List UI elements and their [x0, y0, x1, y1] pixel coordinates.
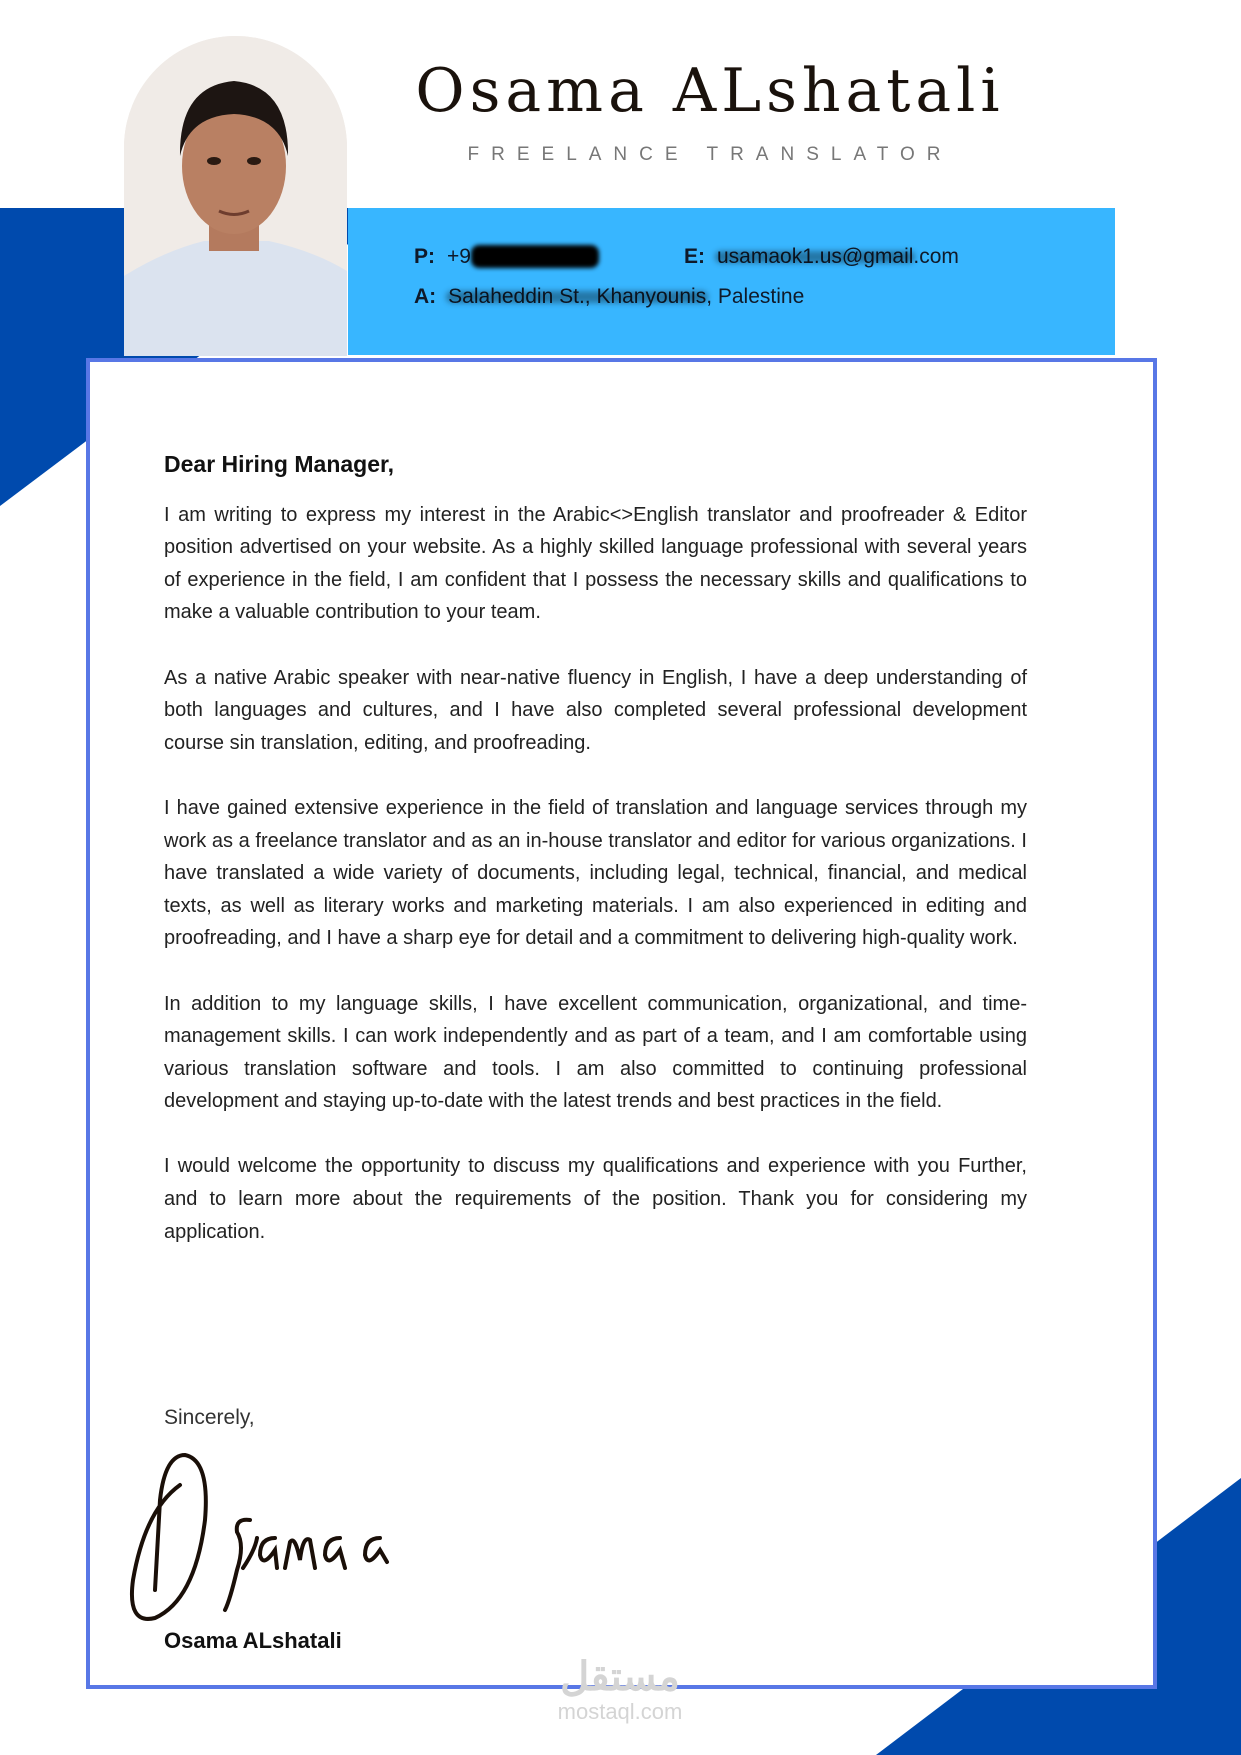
email-redacted: usamaok1.us@gmail	[717, 245, 914, 268]
paragraph: I am writing to express my interest in the Arabic<>English translator and proofreader & Editor position advertised on your website. As a highly skilled language professional with several years of experience in the field, I am confident that I possess the necessary skills and qualifications to make a valuable contribution to your team.	[164, 503, 1027, 624]
profile-photo	[124, 36, 347, 356]
address-value: , Palestine	[706, 285, 805, 308]
closing: Sincerely,	[164, 1406, 255, 1429]
watermark-latin: mostaql.com	[557, 1699, 683, 1724]
watermark	[520, 1655, 720, 1725]
phone-value: +9	[447, 245, 471, 268]
paragraph: I have gained extensive experience in the field of translation and language services through my work as a freelance translator and as an in-house translator and editor for various organizations. I have translated a wide variety of documents, including legal, technical, financial, and medical texts, as well as literary works and marketing materials. I am also experienced in editing and proofreading, and I have a sharp eye for detail and a commitment to delivering high-quality work.	[164, 796, 1027, 950]
watermark-arabic: مستقل	[560, 1655, 680, 1699]
email-value: .com	[913, 245, 959, 268]
greeting: Dear Hiring Manager,	[164, 451, 395, 477]
email-label: E:	[684, 245, 705, 268]
address-label: A:	[414, 285, 437, 308]
handwritten-signature	[125, 1450, 455, 1630]
email-row	[684, 245, 959, 269]
phone-label: P:	[414, 245, 435, 268]
paragraph: As a native Arabic speaker with near-native fluency in English, I have a deep understanding of both languages and cultures, and I have also completed several professional development course sin translation, editing, and proofreading.	[164, 666, 1027, 754]
contact-panel	[348, 208, 1115, 355]
letter-body	[164, 448, 1027, 1281]
address-row	[414, 285, 804, 309]
phone-row	[414, 245, 599, 269]
address-redacted: Salaheddin St., Khanyounis	[448, 285, 707, 308]
paragraph: In addition to my language skills, I have excellent communication, organizational, and time-management skills. I can work independently and as part of a team, and I am comfortable using various translation software and tools. I am also committed to continuing professional development and staying up-to-date with the latest trends and best practices in the field.	[164, 992, 1027, 1113]
applicant-name: Osama ALshatali	[415, 56, 1005, 126]
signer-name: Osama ALshatali	[164, 1628, 342, 1653]
paragraph: I would welcome the opportunity to discuss my qualifications and experience with you Further, and to learn more about the requirements of the position. Thank you for considering my application.	[164, 1155, 1027, 1243]
phone-redacted	[471, 245, 599, 268]
job-title: FREELANCE TRANSLATOR	[467, 144, 953, 165]
